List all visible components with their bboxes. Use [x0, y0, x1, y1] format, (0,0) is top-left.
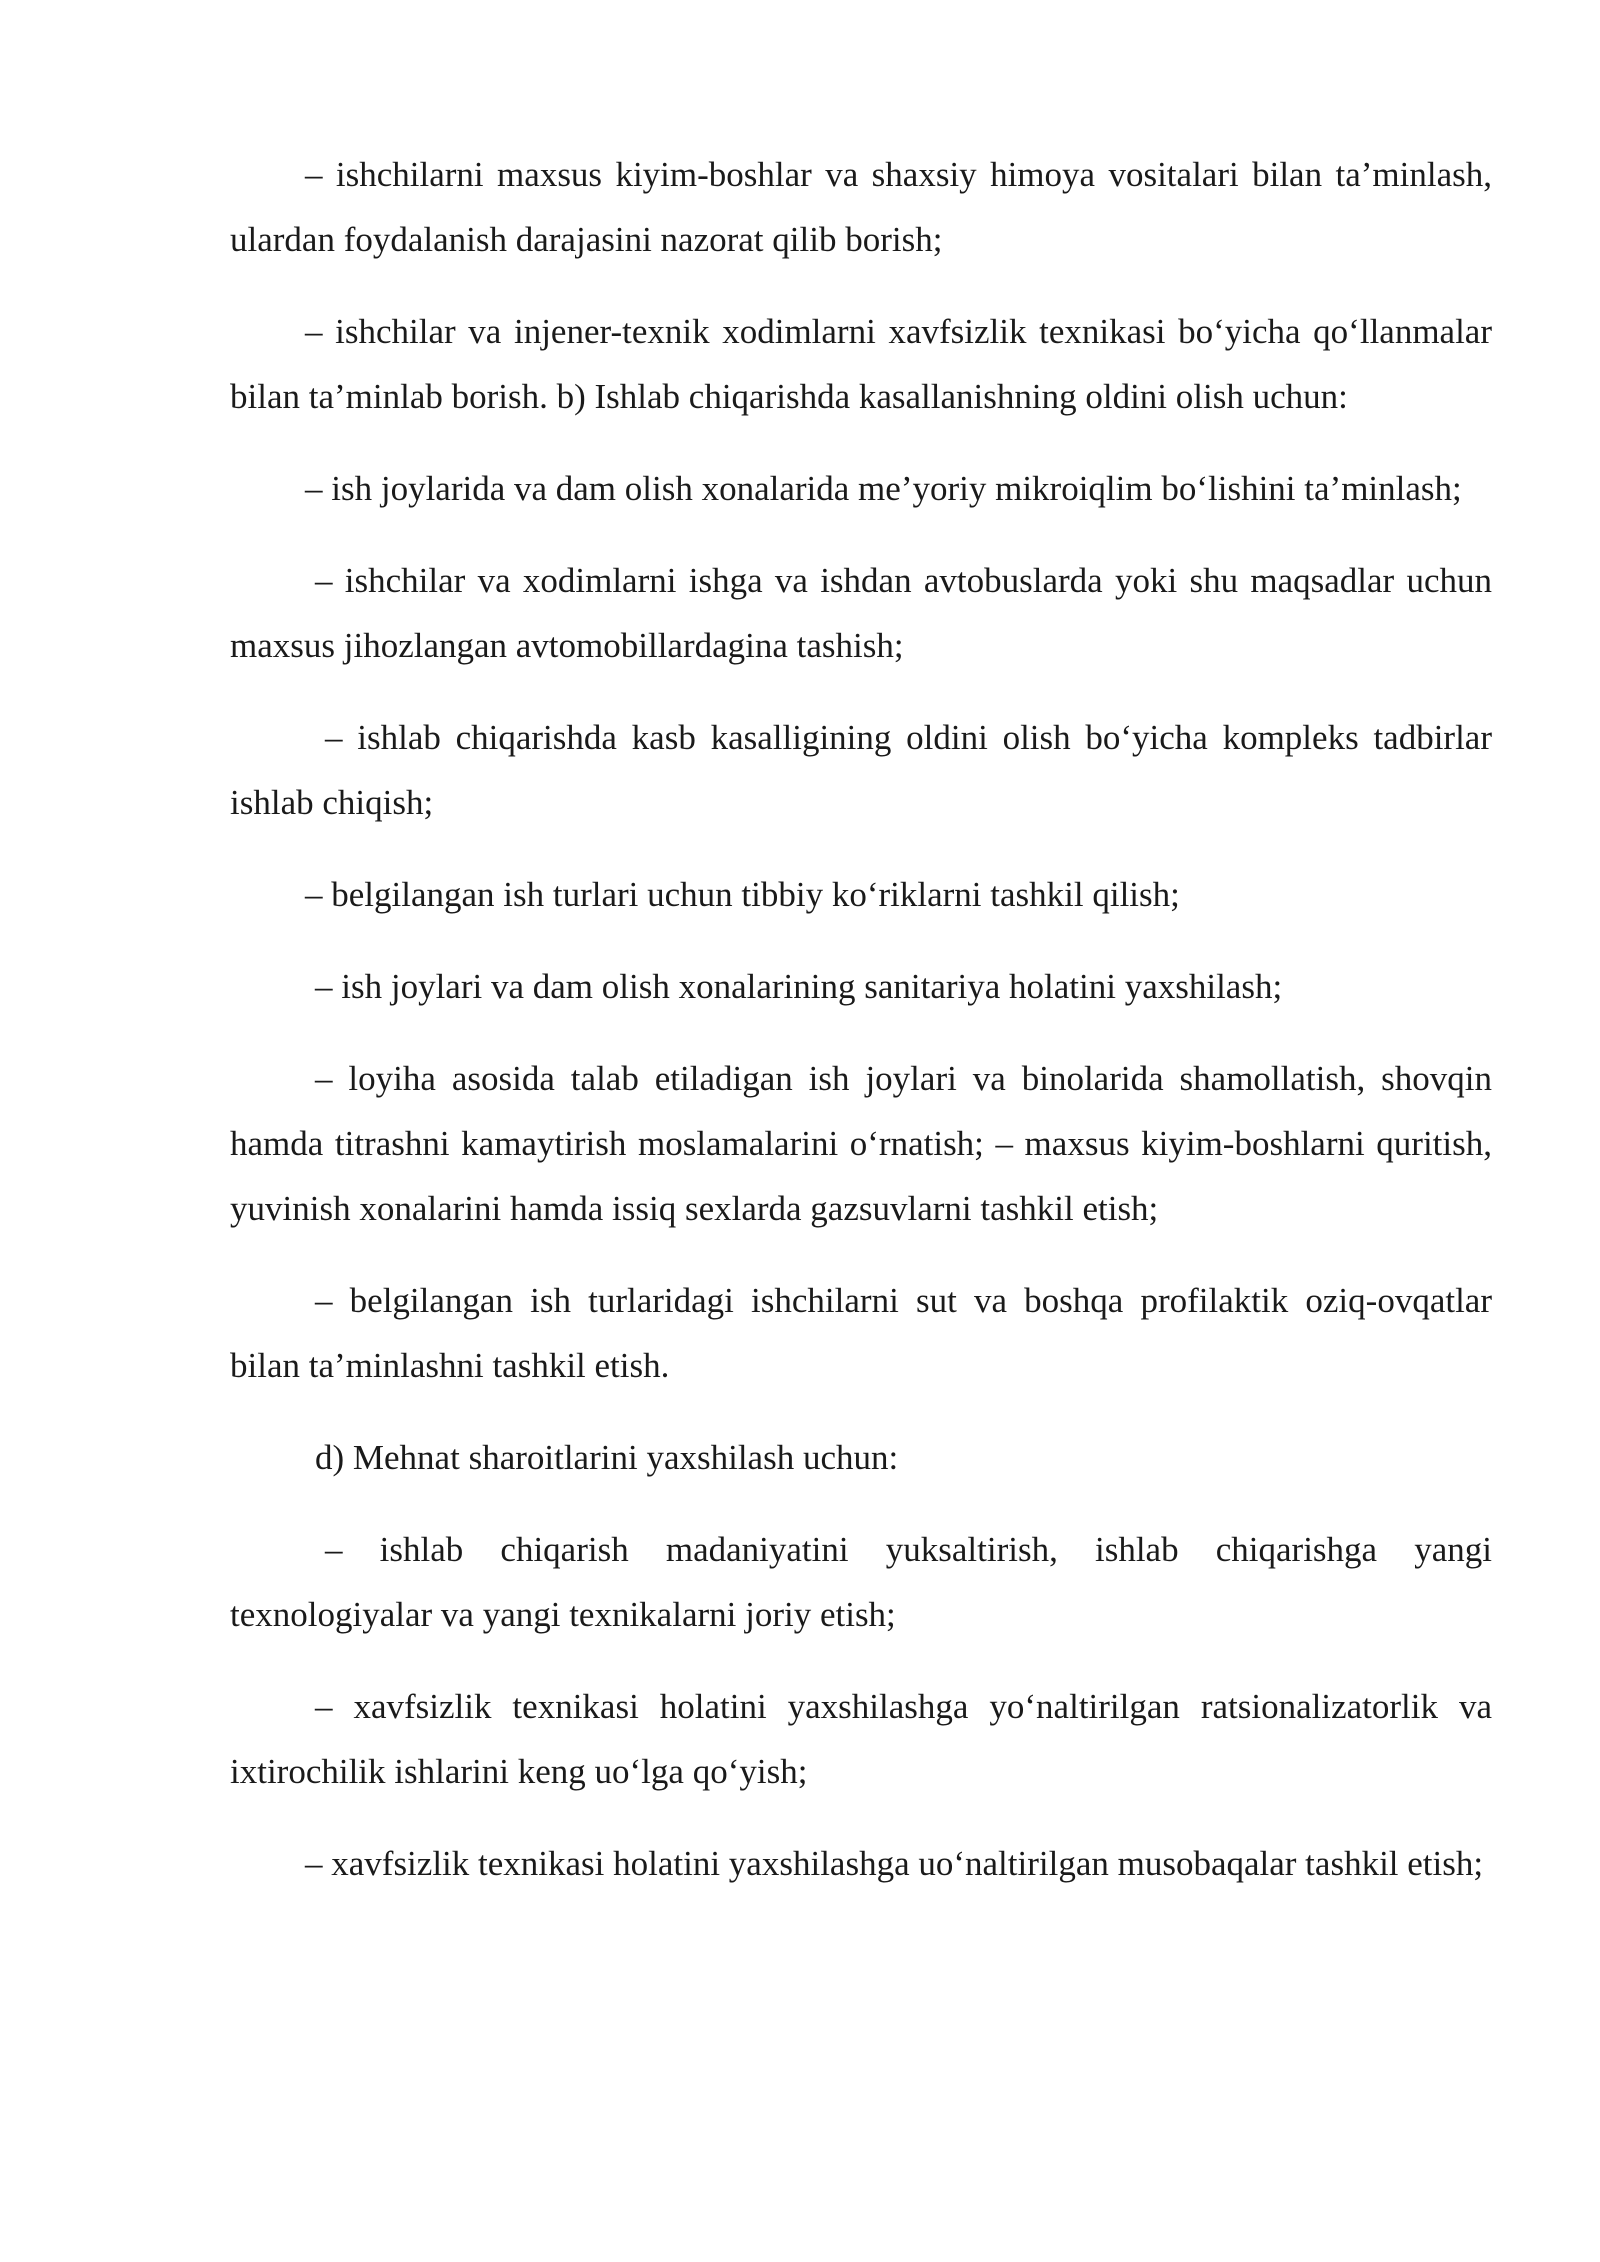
paragraph-5: – ishlab chiqarishda kasb kasalligining oldini olish bo‘yicha kompleks tadbirlar ishlab chiqish;	[230, 718, 1492, 822]
paragraph-2: – ishchilar va injener-texnik xodimlarni xavfsizlik texnikasi bo‘yicha qo‘llanmalar bilan ta’minlab borish. b) Ishlab chiqarishda kasallanishning oldini olish uchun:	[230, 312, 1492, 416]
paragraph-8: – loyiha asosida talab etiladigan ish joylari va binolarida shamollatish, shovqin hamda titrashni kamaytirish moslamalarini o‘rnatish; – maxsus kiyim-boshlarni quritish, yuvinish xonalarini hamda issiq sexlarda gazsuvlarni tashkil etish;	[230, 1059, 1492, 1228]
paragraph-7: – ish joylari va dam olish xonalarining sanitariya holatini yaxshilash;	[315, 967, 1283, 1006]
paragraph-9: – belgilangan ish turlaridagi ishchilarni sut va boshqa profilaktik oziq-ovqatlar bilan ta’minlashni tashkil etish.	[230, 1281, 1492, 1385]
paragraph-13: – xavfsizlik texnikasi holatini yaxshilashga uo‘naltirilgan musobaqalar tashkil etish;	[305, 1844, 1484, 1883]
paragraph-6: – belgilangan ish turlari uchun tibbiy ko‘riklarni tashkil qilish;	[305, 875, 1180, 914]
section-heading-d: d) Mehnat sharoitlarini yaxshilash uchun:	[315, 1438, 899, 1477]
paragraph-1: – ishchilarni maxsus kiyim-boshlar va shaxsiy himoya vositalari bilan ta’minlash, ulardan foydalanish darajasini nazorat qilib borish;	[230, 155, 1492, 259]
paragraph-4: – ishchilar va xodimlarni ishga va ishdan avtobuslarda yoki shu maqsadlar uchun maxsus jihozlangan avtomobillardagina tashish;	[230, 561, 1492, 665]
paragraph-11: – ishlab chiqarish madaniyatini yuksaltirish, ishlab chiqarishga yangi texnologiyalar va yangi texnikalarni joriy etish;	[230, 1530, 1492, 1634]
document-body	[230, 142, 1492, 1923]
paragraph-3: – ish joylarida va dam olish xonalarida me’yoriy mikroiqlim bo‘lishini ta’minlash;	[305, 469, 1462, 508]
paragraph-12: – xavfsizlik texnikasi holatini yaxshilashga yo‘naltirilgan ratsionalizatorlik va ixtirochilik ishlarini keng uo‘lga qo‘yish;	[230, 1687, 1492, 1791]
